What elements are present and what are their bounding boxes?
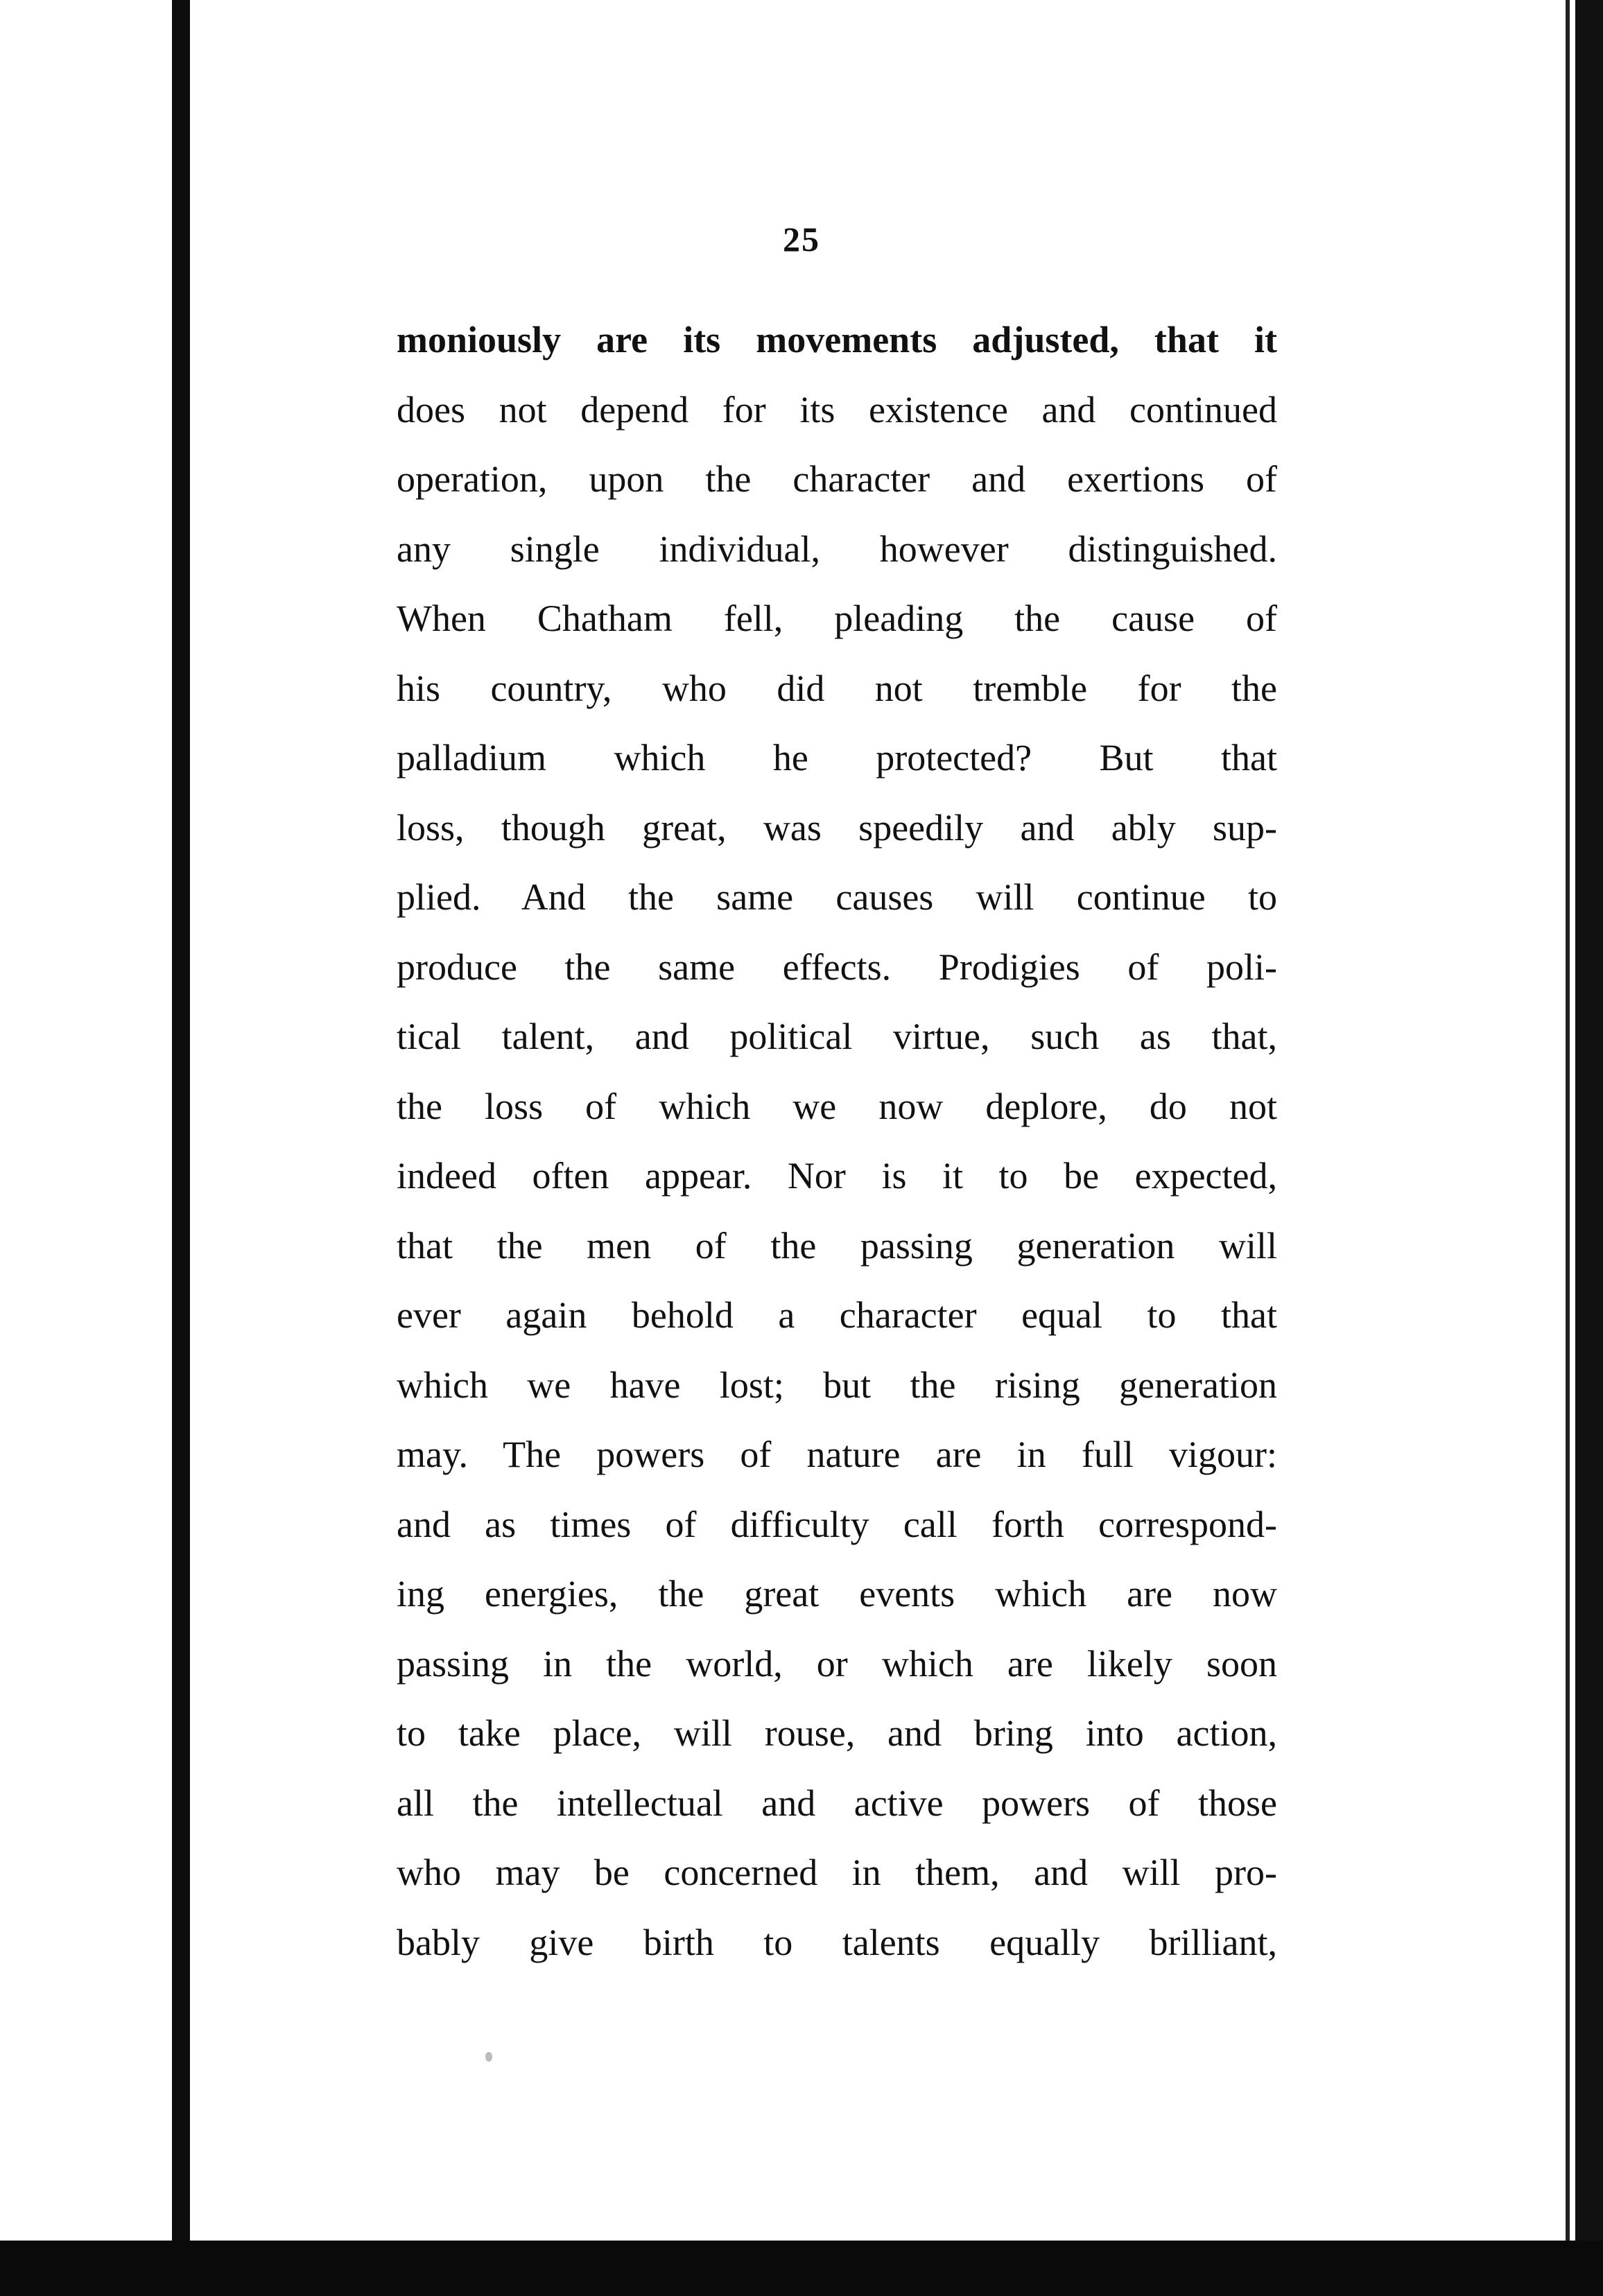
text-line: which we have lost; but the rising generation xyxy=(397,1364,1277,1406)
text-line: passing in the world, or which are likely soon xyxy=(397,1642,1277,1685)
text-line: ever again behold a character equal to that xyxy=(397,1294,1277,1336)
text-line: to take place, will rouse, and bring into action, xyxy=(397,1712,1277,1754)
text-line: plied. And the same causes will continue to xyxy=(397,876,1277,918)
text-line: does not depend for its existence and continued xyxy=(397,388,1277,430)
text-line: loss, though great, was speedily and ably sup- xyxy=(397,806,1277,849)
text-line: When Chatham fell, pleading the cause of xyxy=(397,598,1277,639)
text-line: all the intellectual and active powers of those xyxy=(397,1782,1277,1824)
text-line: operation, upon the character and exertions of xyxy=(397,458,1277,500)
scan-border-right-inner xyxy=(1566,0,1570,2296)
scan-border-right xyxy=(1575,0,1603,2296)
text-line: who may be concerned in them, and will pro- xyxy=(397,1852,1277,1893)
scan-speck xyxy=(485,2052,492,2062)
text-line: and as times of difficulty call forth correspond- xyxy=(397,1503,1277,1545)
text-line: any single individual, however distinguished. xyxy=(397,528,1277,570)
body-text xyxy=(397,305,1277,1977)
text-line: produce the same effects. Prodigies of poli- xyxy=(397,946,1277,988)
text-line: indeed often appear. Nor is it to be expected, xyxy=(397,1155,1277,1197)
text-line: the loss of which we now deplore, do not xyxy=(397,1085,1277,1127)
text-line: bably give birth to talents equally brilliant, xyxy=(397,1921,1277,1963)
text-line: his country, who did not tremble for the xyxy=(397,667,1277,709)
scan-border-bottom xyxy=(0,2241,1603,2296)
scan-margin-left xyxy=(0,0,172,2296)
text-line: tical talent, and political virtue, such as that, xyxy=(397,1016,1277,1057)
page-number: 25 xyxy=(783,220,820,259)
text-line: may. The powers of nature are in full vigour: xyxy=(397,1434,1277,1475)
text-line: moniously are its movements adjusted, that it xyxy=(397,319,1277,360)
text-line: palladium which he protected? But that xyxy=(397,737,1277,779)
text-line: ing energies, the great events which are now xyxy=(397,1573,1277,1615)
text-line: that the men of the passing generation will xyxy=(397,1224,1277,1267)
scan-border-left xyxy=(172,0,190,2296)
